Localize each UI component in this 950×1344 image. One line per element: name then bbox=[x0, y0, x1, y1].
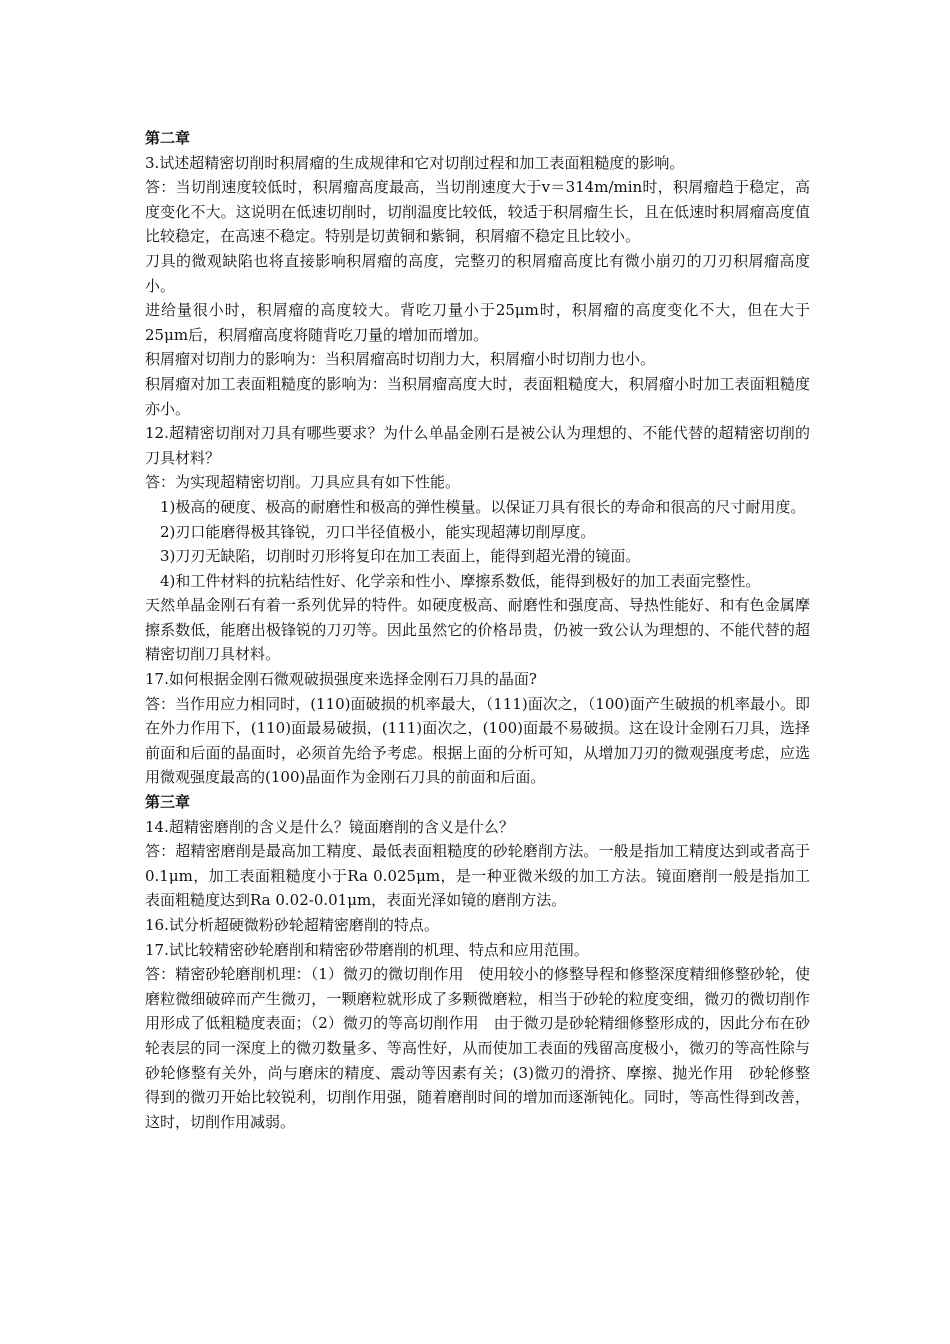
document-body bbox=[145, 126, 810, 1134]
list-item: 1)极高的硬度、极高的耐磨性和极高的弹性模量。以保证刀具有很长的寿命和很高的尺寸耐用度。 bbox=[160, 497, 806, 516]
chapter-heading-3: 第三章 bbox=[145, 793, 191, 812]
answer-paragraph: 答：为实现超精密切削。刀具应具有如下性能。 bbox=[145, 473, 461, 492]
answer-paragraph: 答：当切削速度较低时，积屑瘤高度最高，当切削速度大于v＝314m/min时，积屑瘤趋于稳定，高度变化不大。这说明在低速切削时，切削温度比较低，较适于积屑瘤生长，且在低速时积屑瘤高度值比较稳定，在高速不稳定。特别是切黄铜和紫铜，积屑瘤不稳定且比较小。 bbox=[145, 178, 810, 246]
question-17: 17.如何根据金刚石微观破损强度来选择金刚石刀具的晶面? bbox=[145, 670, 537, 689]
question-14: 14.超精密磨削的含义是什么？镜面磨削的含义是什么？ bbox=[145, 817, 514, 836]
question-17b: 17.试比较精密砂轮磨削和精密砂带磨削的机理、特点和应用范围。 bbox=[145, 940, 589, 959]
answer-paragraph: 答：超精密磨削是最高加工精度、最低表面粗糙度的砂轮磨削方法。一般是指加工精度达到或者高于0.1μm，加工表面粗糙度小于Ra 0.025μm，是一种亚微米级的加工方法。镜面磨削一般是指加工表面粗糙度达到Ra 0.02-0.01μm，表面光泽如镜的磨削方法。 bbox=[145, 842, 810, 910]
question-3: 3.试述超精密切削时积屑瘤的生成规律和它对切削过程和加工表面粗糙度的影响。 bbox=[145, 153, 685, 172]
answer-paragraph: 天然单晶金刚石有着一系列优异的特件。如硬度极高、耐磨性和强度高、导热性能好、和有色金属摩擦系数低，能磨出极锋锐的刀刃等。因此虽然它的价格昂贵，仍被一致公认为理想的、不能代替的超精密切削刀具材料。 bbox=[145, 596, 810, 664]
answer-paragraph: 积屑瘤对切削力的影响为：当积屑瘤高时切削力大，积屑瘤小时切削力也小。 bbox=[145, 350, 656, 369]
chapter-heading-2: 第二章 bbox=[145, 129, 191, 147]
list-item: 2)刃口能磨得极其锋锐，刃口半径值极小，能实现超薄切削厚度。 bbox=[160, 522, 596, 541]
answer-paragraph: 答：当作用应力相同时，(110)面破损的机率最大，（111)面次之，（100)面产生破损的机率最小。即在外力作用下，(110)面最易破损，(111)面次之，(100)面最不易破损。这在设计金刚石刀具，选择前面和后面的晶面时，必须首先给予考虑。根据上面的分析可知，从增加刀刃的微观强度考虑，应选用微观强度最高的(100)晶面作为金刚石刀具的前面和后面。 bbox=[145, 694, 810, 787]
answer-paragraph: 刀具的微观缺陷也将直接影响积屑瘤的高度，完整刃的积屑瘤高度比有微小崩刃的刀刃积屑瘤高度小。 bbox=[145, 251, 810, 295]
answer-paragraph: 答：精密砂轮磨削机理：（1）微刃的微切削作用 使用较小的修整导程和修整深度精细修整砂轮，使磨粒微细破碎而产生微刃，一颗磨粒就形成了多颗微磨粒，相当于砂轮的粒度变细，微刃的微切削作用形成了低粗糙度表面；（2）微刃的等高切削作用 由于微刃是砂轮精细修整形成的，因此分布在砂轮表层的同一深度上的微刃数量多、等高性好，从而使加工表面的残留高度极小，微刃的等高性除与砂轮修整有关外，尚与磨床的精度、震动等因素有关；(3)微刃的滑挤、摩擦、抛光作用 砂轮修整得到的微刃开始比较锐利，切削作用强，随着磨削时间的增加而逐渐钝化。同时，等高性得到改善，这时，切削作用减弱。 bbox=[145, 965, 810, 1131]
question-16: 16.试分析超硬微粉砂轮超精密磨削的特点。 bbox=[145, 916, 439, 934]
answer-paragraph: 积屑瘤对加工表面粗糙度的影响为：当积屑瘤高度大时，表面粗糙度大，积屑瘤小时加工表面粗糙度亦小。 bbox=[145, 374, 810, 418]
question-12: 12.超精密切削对刀具有哪些要求？为什么单晶金刚石是被公认为理想的、不能代替的超精密切削的刀具材料？ bbox=[145, 424, 810, 467]
list-item: 3)刀刃无缺陷，切削时刃形将复印在加工表面上，能得到超光滑的镜面。 bbox=[160, 547, 641, 566]
answer-paragraph: 进给量很小时，积屑瘤的高度较大。背吃刀量小于25μm时，积屑瘤的高度变化不大，但在大于25μm后，积屑瘤高度将随背吃刀量的增加而增加。 bbox=[145, 301, 810, 344]
list-item: 4)和工件材料的抗粘结性好、化学亲和性小、摩擦系数低，能得到极好的加工表面完整性。 bbox=[160, 571, 761, 590]
